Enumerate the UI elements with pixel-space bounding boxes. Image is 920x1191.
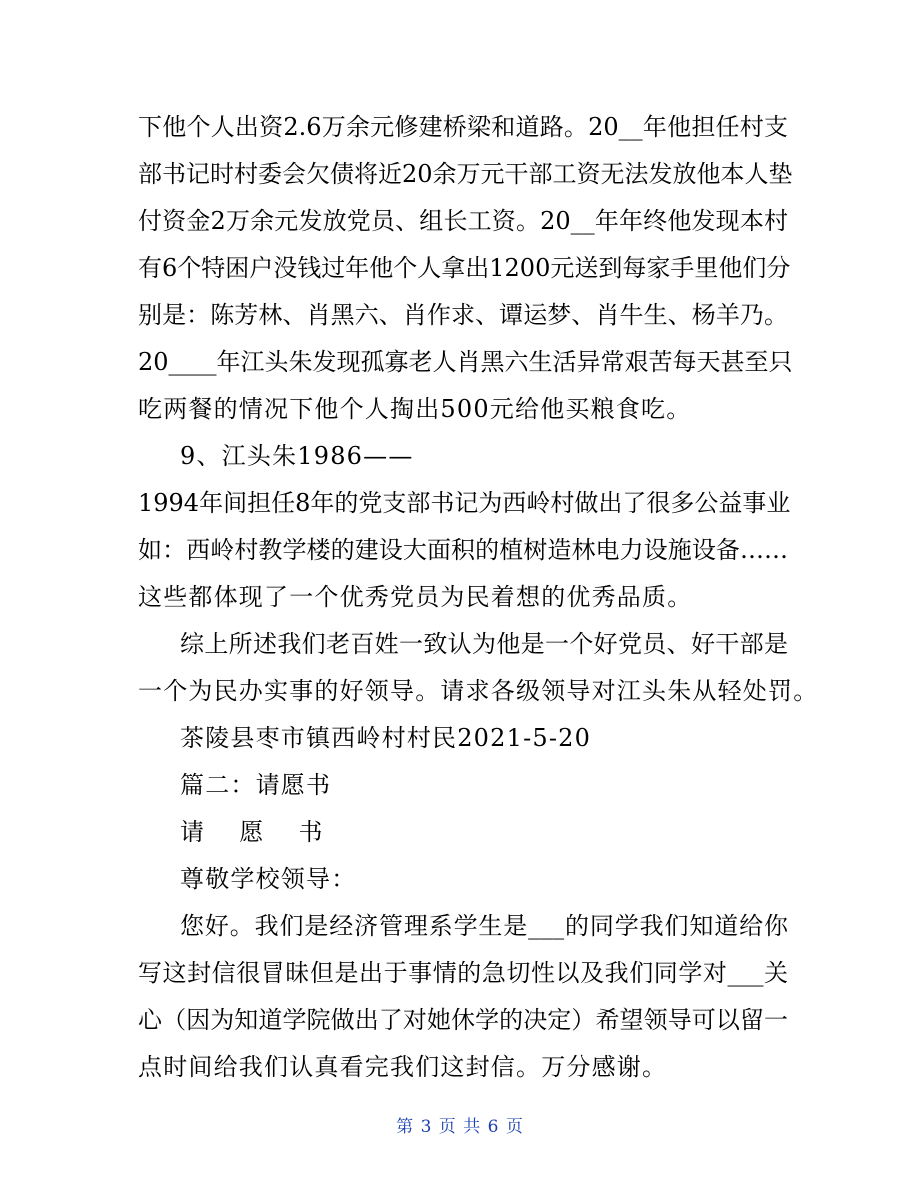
text-line: 一个为民办实事的好领导。请求各级领导对江头朱从轻处罚。: [138, 677, 819, 705]
section-heading: 篇二：请愿书: [180, 771, 332, 799]
text-line: 9、江头朱1986——: [180, 442, 414, 470]
text-line: 部书记时村委会欠债将近20余万元干部工资无法发放他本人垫: [138, 160, 793, 188]
text-line: 如：西岭村教学楼的建设大面积的植树造林电力设施设备……: [138, 536, 788, 564]
signature-line: 茶陵县枣市镇西岭村村民2021-5-20: [180, 724, 592, 752]
text-line: 别是：陈芳林、肖黑六、肖作求、谭运梦、肖牛生、杨羊乃。: [138, 301, 788, 329]
salutation: 尊敬学校领导：: [180, 865, 357, 893]
text-line: 20____年江头朱发现孤寡老人肖黑六生活异常艰苦每天甚至只: [138, 348, 793, 376]
text-line: 综上所述我们老百姓一致认为他是一个好党员、好干部是: [180, 630, 788, 658]
text-line: 付资金2万余元发放党员、组长工资。20__年年终他发现本村: [138, 207, 788, 235]
text-line: 写这封信很冒昧但是出于事情的急切性以及我们同学对___关: [138, 959, 788, 987]
text-line: 点时间给我们认真看完我们这封信。万分感谢。: [138, 1053, 668, 1081]
text-line: 1994年间担任8年的党支部书记为西岭村做出了很多公益事业: [138, 489, 791, 517]
text-line: 吃两餐的情况下他个人掏出500元给他买粮食吃。: [138, 395, 692, 423]
text-line: 心（因为知道学院做出了对她休学的决定）希望领导可以留一: [138, 1006, 788, 1034]
document-title: 请 愿 书: [180, 818, 324, 846]
text-line: 这些都体现了一个优秀党员为民着想的优秀品质。: [138, 583, 693, 611]
text-line: 下他个人出资2.6万余元修建桥梁和道路。20__年他担任村支: [138, 113, 788, 141]
text-line: 有6个特困户没钱过年他个人拿出1200元送到每家手里他们分: [138, 254, 791, 282]
text-line: 您好。我们是经济管理系学生是___的同学我们知道给你: [180, 912, 788, 940]
document-body: [138, 104, 819, 1091]
page-number-footer: 第 3 页 共 6 页: [396, 1117, 524, 1137]
